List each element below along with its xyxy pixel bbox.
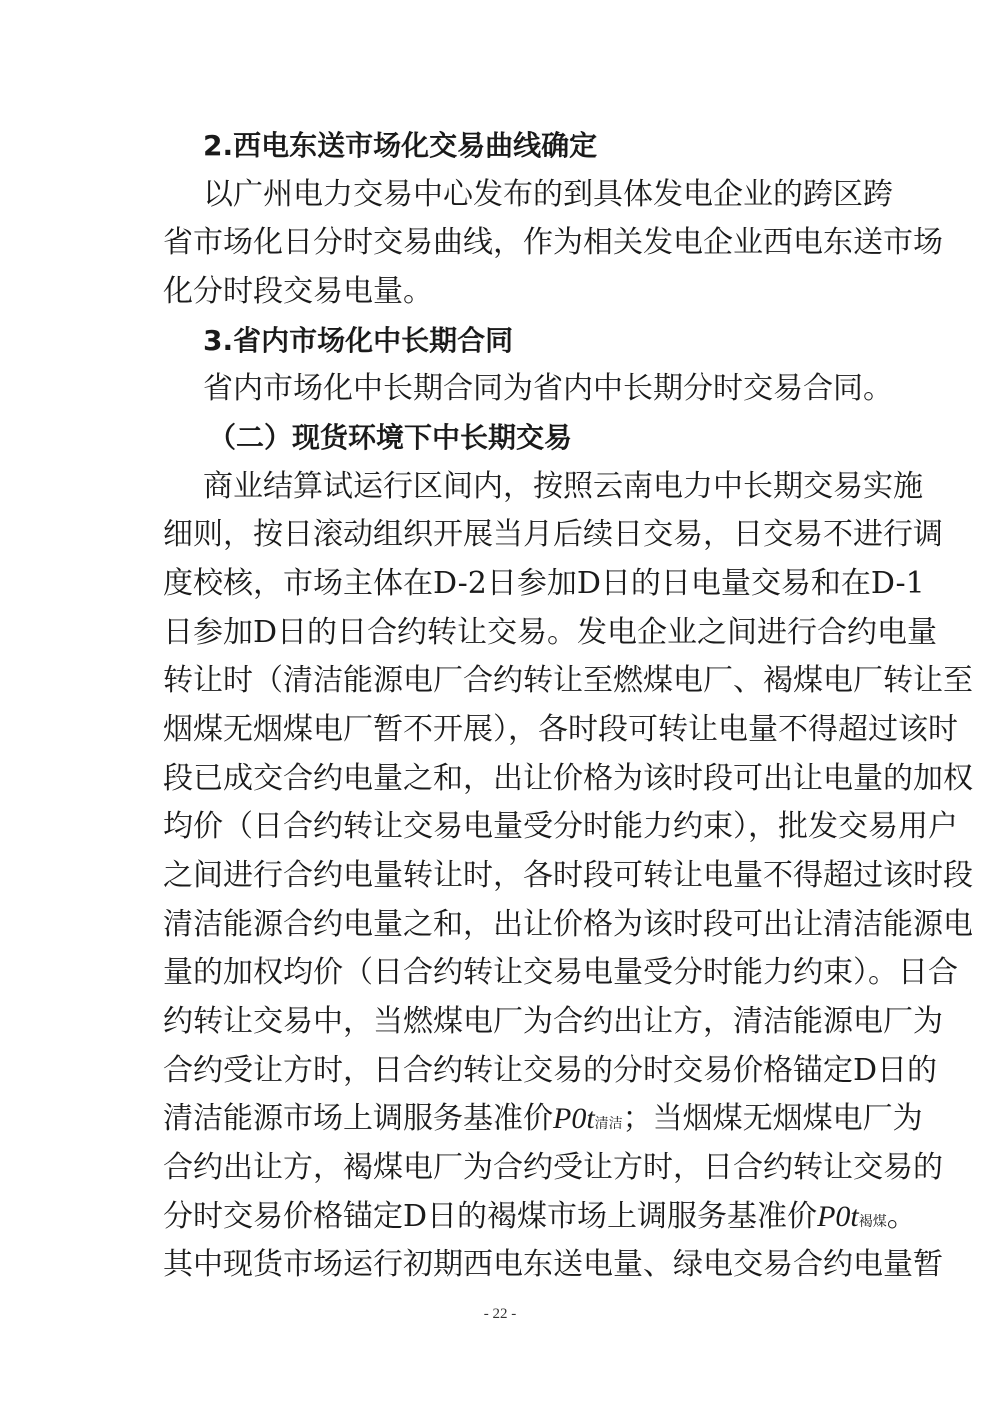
price-symbol: P0t清洁 [553, 1102, 623, 1136]
paragraph-line: 度校核，市场主体在D-2日参加D日的日电量交易和在D-1 [163, 566, 925, 601]
page-number: - 22 - [483, 1306, 517, 1322]
paragraph-line-with-symbol [163, 1095, 923, 1144]
paragraph-line: 段已成交合约电量之和，出让价格为该时段可出让电量的加权 [163, 760, 973, 796]
line-text: 清洁能源市场上调服务基准价 [163, 1101, 553, 1137]
subscript-lignite: 褐煤 [858, 1214, 887, 1230]
paragraph-line: 量的加权均价（日合约转让交易电量受分时能力约束）。日合 [163, 955, 958, 991]
subheading-2: 2.西电东送市场化交易曲线确定 [203, 129, 598, 162]
line-text: 分时交易价格锚定D日的褐煤市场上调服务基准价 [163, 1198, 818, 1234]
paragraph-line: 约转让交易中，当燃煤电厂为合约出让方，清洁能源电厂为 [163, 1004, 943, 1039]
paragraph-line: 以广州电力交易中心发布的到具体发电企业的跨区跨 [203, 176, 893, 212]
subheading-3: 3.省内市场化中长期合同 [203, 323, 514, 357]
paragraph-line: 其中现货市场运行初期西电东送电量、绿电交易合约电量暂 [163, 1247, 943, 1283]
paragraph-line-with-symbol [163, 1193, 917, 1242]
paragraph-line: 转让时（清洁能源电厂合约转让至燃煤电厂、褐煤电厂转让至 [163, 663, 973, 699]
line-text-tail: 。 [886, 1198, 917, 1234]
paragraph-line: 清洁能源合约电量之和，出让价格为该时段可出让清洁能源电 [163, 906, 973, 942]
paragraph-line: 之间进行合约电量转让时，各时段可转让电量不得超过该时段 [163, 858, 973, 893]
paragraph-line: 均价（日合约转让交易电量受分时能力约束），批发交易用户 [163, 809, 958, 845]
paragraph-line: 化分时段交易电量。 [163, 274, 433, 309]
paragraph-line: 合约出让方，褐煤电厂为合约受让方时，日合约转让交易的 [163, 1150, 943, 1185]
paragraph-line: 省内市场化中长期合同为省内中长期分时交易合同。 [203, 371, 893, 407]
section-heading: （二）现货环境下中长期交易 [208, 421, 573, 454]
subscript-clean: 清洁 [594, 1117, 623, 1133]
price-symbol: P0t褐煤 [817, 1199, 887, 1233]
paragraph-line: 省市场化日分时交易曲线，作为相关发电企业西电东送市场 [163, 225, 943, 261]
paragraph-line: 商业结算试运行区间内，按照云南电力中长期交易实施 [203, 468, 923, 504]
paragraph-line: 细则，按日滚动组织开展当月后续日交易，日交易不进行调 [163, 517, 943, 553]
line-text-tail: ；当烟煤无烟煤电厂为 [622, 1101, 923, 1137]
paragraph-line: 烟煤无烟煤电厂暂不开展），各时段可转让电量不得超过该时 [163, 712, 958, 747]
paragraph-line: 合约受让方时，日合约转让交易的分时交易价格锚定D日的 [163, 1052, 938, 1088]
paragraph-line: 日参加D日的日合约转让交易。发电企业之间进行合约电量 [163, 614, 938, 650]
